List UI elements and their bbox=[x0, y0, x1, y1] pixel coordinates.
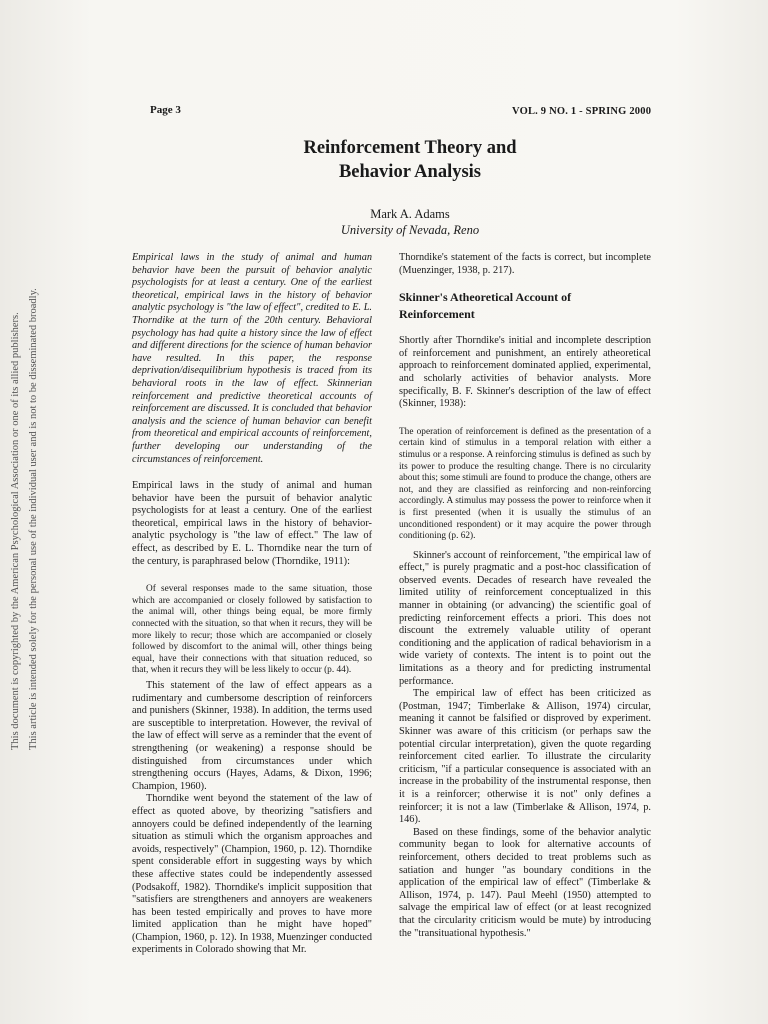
section-heading bbox=[399, 289, 651, 323]
copyright-line-2: This article is intended solely for the personal use of the individual user and is not to be disseminated broadly. bbox=[28, 288, 39, 750]
title-line-1: Reinforcement Theory and bbox=[303, 138, 517, 158]
left-column bbox=[132, 252, 372, 957]
section-heading-line-2: Reinforcement bbox=[399, 307, 475, 322]
volume-info: VOL. 9 NO. 1 - SPRING 2000 bbox=[512, 106, 652, 117]
body-paragraph-2: This statement of the law of effect appears as a rudimentary and cumbersome description of reinforcers and punishers (Skinner, 1938). In addition, the terms used are susceptible to interpretation. However, the revival of the law of effect will serve as a reminder that the event of strengthening (or weakening) a response should be distinguished from circumstances under which strengthening occurs (Hayes, Adams, & Dixon, 1996; Champion, 1960). bbox=[132, 680, 372, 792]
body-paragraph-skinner: Shortly after Thorndike's initial and incomplete description of reinforcement and punishment, an entirely atheoretical approach to reinforcement dominated applied, experimental, and scholarly activities of behavior analysts. More specifically, B. F. Skinner's description of the law of effect (Skinner, 1938): bbox=[399, 335, 651, 410]
body-paragraph-criticism: The empirical law of effect has been criticized as (Postman, 1947; Timberlake & Allison, 1974) circular, meaning it cannot be falsified or disproved by experiment. Skinner was aware of this criticism (or perhaps saw the potential circular interpretation), given the quote regarding reinforcement cited earlier. To illustrate the circularity criticism, "if a particular consequence is associated with an increase in the probability of the instrumental response, then it is a reinforcer; otherwise it is not" only defines a reinforcer; it is not a law (Timberlake & Allison, 1974, p. 146). bbox=[399, 688, 651, 826]
author-name: Mark A. Adams bbox=[370, 207, 450, 221]
right-column bbox=[399, 252, 651, 940]
author-affiliation: University of Nevada, Reno bbox=[340, 223, 480, 237]
article-title bbox=[200, 136, 620, 184]
copyright-line-1: This document is copyrighted by the American Psychological Association or one of its allied publishers. bbox=[10, 312, 21, 750]
page-number: Page 3 bbox=[150, 104, 181, 116]
section-heading-line-1: Skinner's Atheoretical Account of bbox=[399, 290, 572, 305]
title-line-2: Behavior Analysis bbox=[338, 162, 482, 182]
skinner-quote: The operation of reinforcement is defined as the presentation of a certain kind of stimulus in a temporal relation with either a stimulus or a response. A reinforcing stimulus is defined as such by its power to produce the resulting change. There is no circularity about this; some stimuli are found to produce the change, others are not, and they are classified as reinforcing and non-reinforcing accordingly. A stimulus may possess the power to reinforce when it is first presented (when it is usually the stimulus of an unconditioned respondent) or it may acquire the power through conditioning (p. 62). bbox=[399, 426, 651, 542]
body-paragraph-empirical: Skinner's account of reinforcement, "the empirical law of effect," is purely pragmatic and a post-hoc classification of observed events. Decades of research have revealed the limited utility of reinforcement conceptualized in this manner in obtaining (or advancing) the scientific goal of predicting reinforcement effects a priori. This does not discount the extremely valuable utility of operant conditioning and the application of radical behaviorism in a wide variety of contexts. The intent is to point out the limitations as a theory and for predicting instrumental performance. bbox=[399, 549, 651, 687]
abstract: Empirical laws in the study of animal and human behavior have been the pursuit of behavior analytic psychologists for at least a century. One of the earliest theoretical, empirical laws in the history of behavior analytic psychology is "the law of effect", credited to E. L. Thorndike at the turn of the 20th century. Behavioral psychology has had quite a history since the law of effect and different directions for the science of human behavior have resulted. In this paper, the response deprivation/disequilibrium hypothesis is traced from its behavioral roots in the law of effect. Skinnerian reinforcement and predictive theoretical accounts of reinforcement are discussed. It is concluded that behavior analysis and the science of human behavior can benefit from theoretical and empirical accounts of reinforcement, further developing our understanding of the circumstances of reinforcement. bbox=[132, 252, 372, 465]
copyright-notice bbox=[4, 280, 48, 750]
thorndike-quote: Of several responses made to the same situation, those which are accompanied or closely followed by satisfaction to the animal will, other things being equal, be more firmly connected with the situation, so that when it recurs, they will be more likely to recur; those which are accompanied or closely followed by discomfort to the animal will, other things being equal, have their connections with that situation reduced, so that, when it recurs they will be less likely to occur (p. 44). bbox=[132, 584, 372, 676]
continuation-paragraph: Thorndike's statement of the facts is correct, but incomplete (Muenzinger, 1938, p. 217). bbox=[399, 252, 651, 276]
body-paragraph-3: Thorndike went beyond the statement of the law of effect as quoted above, by theorizing "satisfiers and annoyers could be defined independently of the learning situation as stimuli which the organism approaches and avoids, respectively" (Champion, 1960, p. 12). Thorndike spent considerable effort in suggesting ways by which these affective states could be independently assessed (Podsakoff, 1982). Thorndike's implicit supposition that "satisfiers are strengtheners and annoyers are weakeners has been tested empirically and proves to have more limited application than he might have hoped" (Champion, 1960, p. 12). In 1938, Muenzinger conducted experiments in Colorado showing that Mr. bbox=[132, 793, 372, 956]
intro-paragraph: Empirical laws in the study of animal and human behavior have been the pursuit of behavior analytic psychologists for at least a century. One of the earliest theoretical, empirical laws in the history of behavior-analytic psychology is "the law of effect." The law of effect, as described by E. L. Thorndike near the turn of the century, is paraphrased below (Thorndike, 1911): bbox=[132, 480, 372, 567]
body-paragraph-findings: Based on these findings, some of the behavior analytic community began to look for alternative accounts of reinforcement, others decided to treat problems such as satiation and hunger "as boundary conditions in the application of the empirical law of effect" (Timberlake & Allison, 1974, p. 147). Paul Meehl (1950) attempted to salvage the empirical law of effect (or at least recognized that the circularity criticism would be mute) by introducing the "transituational hypothesis." bbox=[399, 826, 651, 939]
